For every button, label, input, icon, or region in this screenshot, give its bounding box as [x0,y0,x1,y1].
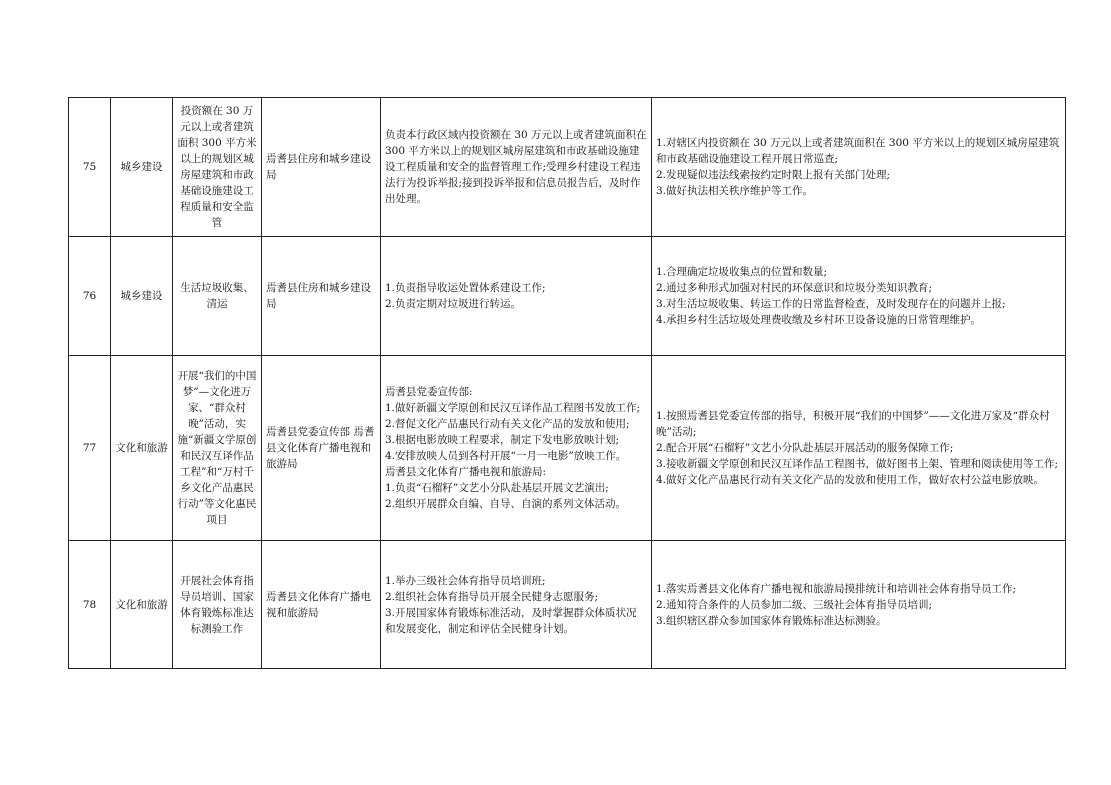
county-duty-line: 2.督促文化产品惠民行动有关文化产品的发放和使用; [385,418,630,430]
item-cell: 开展“我们的中国梦”—文化进万家、“群众村晚”活动，实施“新疆文学原创和民汉互译作品工程”和“万村千乡文化产品惠民行动”等文化惠民项目 [173,356,262,541]
town-duty-line: 2.配合开展“石榴籽”文艺小分队赴基层开展活动的服务保障工作; [656,442,954,454]
county-duties-cell [381,541,652,669]
town-duties-cell [652,98,1066,237]
county-duty-line: 1.负责“石榴籽”文艺小分队赴基层开展文艺演出; [385,482,609,494]
table-row [69,541,1066,669]
row-number: 76 [69,237,111,356]
item-cell: 生活垃圾收集、清运 [173,237,262,356]
county-duties-cell [381,237,652,356]
row-number: 77 [69,356,111,541]
table-row [69,356,1066,541]
county-duty-line: 3.开展国家体育锻炼标准活动，及时掌握群众体质状况和发展变化，制定和评估全民健身计划。 [385,606,637,635]
category-cell: 城乡建设 [111,237,173,356]
department-cell: 焉耆县住房和城乡建设局 [262,237,381,356]
category-cell: 城乡建设 [111,98,173,237]
town-duty-line: 1.落实焉耆县文化体育广播电视和旅游局摸排统计和培训社会体育指导员工作; [656,582,1017,595]
row-number: 75 [69,98,111,237]
county-duty-line: 2.组织开展群众自编、自导、自演的系列文体活动。 [385,498,627,510]
town-duties-cell [652,541,1066,669]
table-row [69,98,1066,237]
town-duty-line: 1.按照焉耆县党委宣传部的指导，积极开展“我们的中国梦”——文化进万家及“群众村晚”活动; [656,410,1050,438]
county-duty-line: 负责本行政区域内投资额在 30 万元以上或者建筑面积在 300 平方米以上的规划区城房屋建筑和市政基础设施建设工程质量和安全的监督管理工作;受理乡村建设工程违法行为投诉举报;接到投诉举报和信息员报告后，及时作出处理。 [385,129,647,205]
department-cell: 焉耆县文化体育广播电视和旅游局 [262,541,381,669]
town-duties-cell [652,356,1066,541]
county-duty-line: 焉耆县党委宣传部: [385,386,473,398]
town-duty-line: 2.通过多种形式加强对村民的环保意识和垃圾分类知识教育; [656,282,933,294]
duties-table [68,97,1066,669]
table-row [69,237,1066,356]
category-cell: 文化和旅游 [111,356,173,541]
town-duty-line: 3.做好执法相关秩序维护等工作。 [656,185,814,197]
town-duty-line: 2.发现疑似违法线索按约定时限上报有关部门处理; [656,169,891,181]
category-cell: 文化和旅游 [111,541,173,669]
department-cell: 焉耆县党委宣传部 焉耆县文化体育广播电视和旅游局 [262,356,381,541]
county-duty-line: 2.负责定期对垃圾进行转运。 [385,298,522,310]
county-duty-line: 3.根据电影放映工程要求，制定下发电影放映计划; [385,434,620,446]
town-duty-line: 4.承担乡村生活垃圾处理费收缴及乡村环卫设备设施的日常管理维护。 [656,314,982,326]
county-duty-line: 4.安排放映人员到各村开展“一月一电影”放映工作。 [385,450,627,462]
department-cell: 焉耆县住房和城乡建设局 [262,98,381,237]
town-duty-line: 3.组织辖区群众参加国家体育锻炼标准达标测验。 [656,614,887,627]
town-duty-line: 3.接收新疆文学原创和民汉互译作品工程图书，做好图书上架、管理和阅读使用等工作; [656,458,1059,470]
row-number: 78 [69,541,111,669]
town-duty-line: 4.做好文化产品惠民行动有关文化产品的发放和使用工作，做好农村公益电影放映。 [656,474,1045,486]
item-cell: 开展社会体育指导员培训、国家体育锻炼标准达标测验工作 [173,541,262,669]
county-duty-line: 2.组织社会体育指导员开展全民健身志愿服务; [385,590,599,603]
town-duty-line: 1.对辖区内投资额在 30 万元以上或者建筑面积在 300 平方米以上的规划区城房屋建筑和市政基础设施建设工程开展日常巡查; [656,137,1060,165]
county-duty-line: 1.做好新疆文学原创和民汉互译作品工程图书发放工作; [385,402,641,414]
town-duty-line: 1.合理确定垃圾收集点的位置和数量; [656,266,828,278]
county-duties-cell [381,356,652,541]
county-duty-line: 1.负责指导收运处置体系建设工作; [385,282,546,294]
item-cell: 投资额在 30 万元以上或者建筑面积 300 平方米以上的规划区城房屋建筑和市政基础设施建设工程质量和安全监管 [173,98,262,237]
county-duty-line: 焉耆县文化体育广播电视和旅游局: [385,466,547,478]
county-duty-line: 1.举办三级社会体育指导员培训班; [385,574,546,587]
town-duty-line: 3.对生活垃圾收集、转运工作的日常监督检查，及时发现存在的问题并上报; [656,298,1006,310]
town-duties-cell [652,237,1066,356]
town-duty-line: 2.通知符合条件的人员参加二级、三级社会体育指导员培训; [656,598,933,611]
county-duties-cell [381,98,652,237]
